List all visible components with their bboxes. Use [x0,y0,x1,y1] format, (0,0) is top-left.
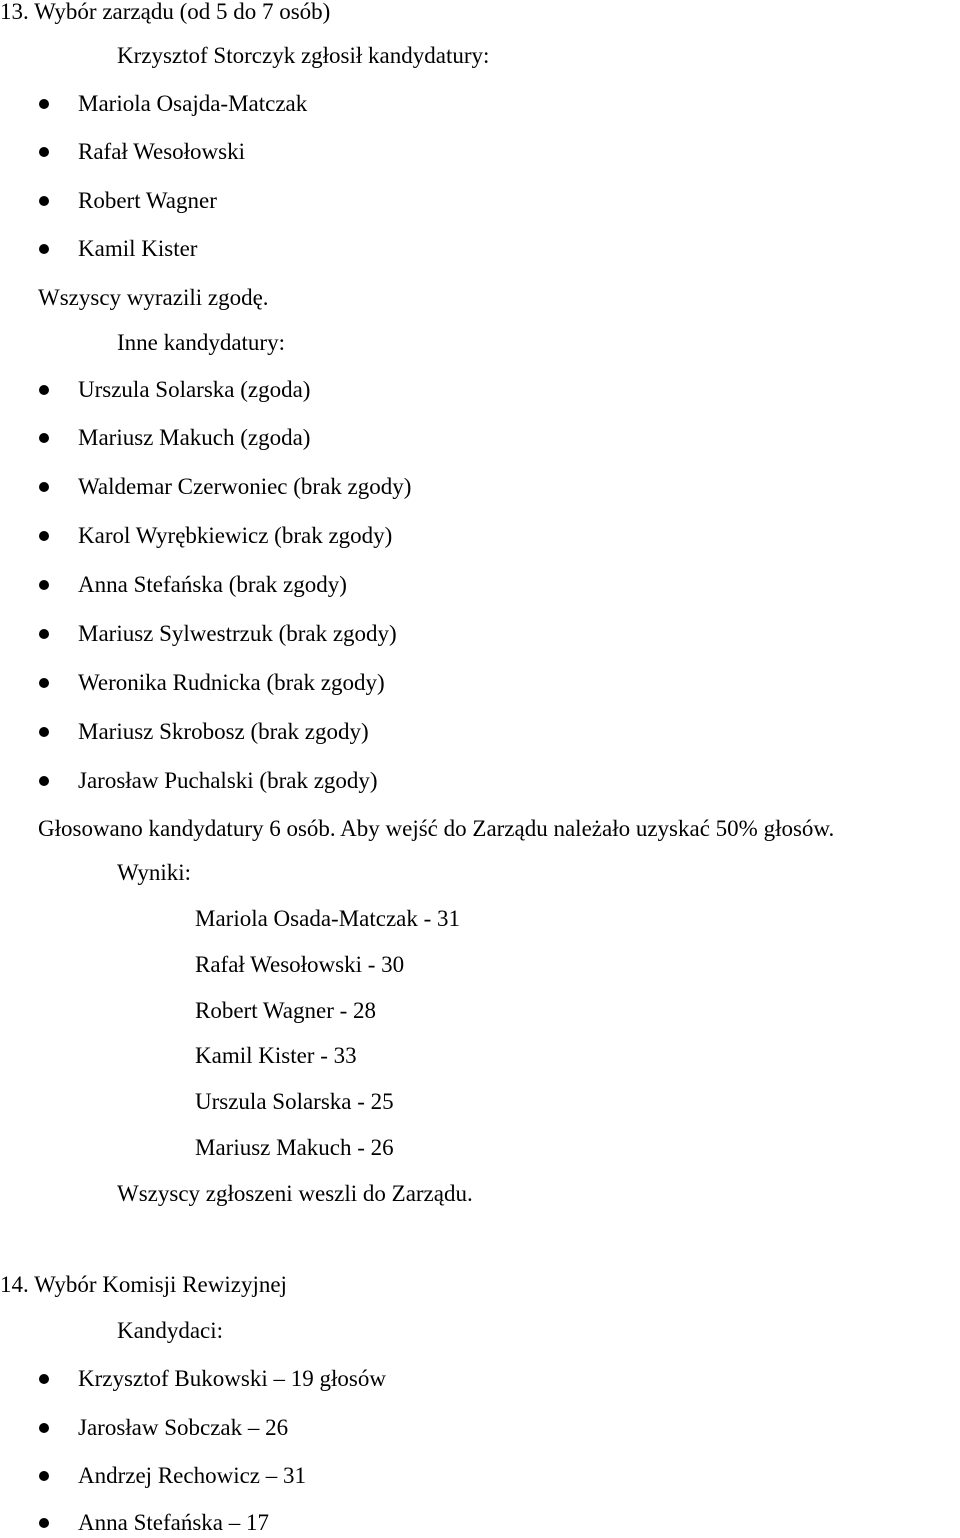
list-item: Waldemar Czerwoniec (brak zgody) [78,474,412,499]
bullet-icon [39,776,49,786]
list-item: Andrzej Rechowicz – 31 [78,1463,307,1488]
list-item: Mariusz Makuch (zgoda) [78,425,311,450]
list-item: Weronika Rudnicka (brak zgody) [78,670,385,695]
bullet-icon [39,727,49,737]
list-item: Urszula Solarska (zgoda) [78,377,311,402]
bullet-icon [39,678,49,688]
bullet-icon [39,244,49,254]
bullet-icon [39,196,49,206]
bullet-icon [39,1471,49,1481]
result-item: Urszula Solarska - 25 [195,1089,394,1114]
bullet-icon [39,1423,49,1433]
result-item: Kamil Kister - 33 [195,1043,357,1068]
bullet-icon [39,385,49,395]
nominator-line: Krzysztof Storczyk zgłosił kandydatury: [117,43,490,68]
list-item: Anna Stefańska (brak zgody) [78,572,347,597]
bullet-icon [39,580,49,590]
bullet-icon [39,1518,49,1528]
list-item: Mariola Osajda-Matczak [78,91,308,116]
bullet-icon [39,147,49,157]
section-13-heading: 13. Wybór zarządu (od 5 do 7 osób) [0,0,331,24]
bullet-icon [39,531,49,541]
candidates-label: Kandydaci: [117,1318,224,1343]
list-item: Kamil Kister [78,236,198,261]
result-item: Rafał Wesołowski - 30 [195,952,405,977]
list-item: Jarosław Puchalski (brak zgody) [78,768,378,793]
list-item: Krzysztof Bukowski – 19 głosów [78,1366,386,1391]
list-item: Jarosław Sobczak – 26 [78,1415,289,1440]
results-label: Wyniki: [117,860,191,885]
section-14-heading: 14. Wybór Komisji Rewizyjnej [0,1272,287,1297]
list-item: Anna Stefańska – 17 [78,1510,269,1535]
summary-line: Wszyscy zgłoszeni weszli do Zarządu. [117,1181,473,1206]
bullet-icon [39,1374,49,1384]
result-item: Mariusz Makuch - 26 [195,1135,394,1160]
bullet-icon [39,629,49,639]
list-item: Karol Wyrębkiewicz (brak zgody) [78,523,393,548]
result-item: Robert Wagner - 28 [195,998,377,1023]
list-item: Robert Wagner [78,188,217,213]
result-item: Mariola Osada-Matczak - 31 [195,906,461,931]
bullet-icon [39,433,49,443]
list-item: Rafał Wesołowski [78,139,246,164]
bullet-icon [39,99,49,109]
list-item: Mariusz Skrobosz (brak zgody) [78,719,369,744]
vote-note: Głosowano kandydatury 6 osób. Aby wejść do Zarządu należało uzyskać 50% głosów. [38,816,835,841]
list-item: Mariusz Sylwestrzuk (brak zgody) [78,621,397,646]
bullet-icon [39,482,49,492]
consent-line: Wszyscy wyrazili zgodę. [38,285,269,310]
other-candidates-label: Inne kandydatury: [117,330,285,355]
